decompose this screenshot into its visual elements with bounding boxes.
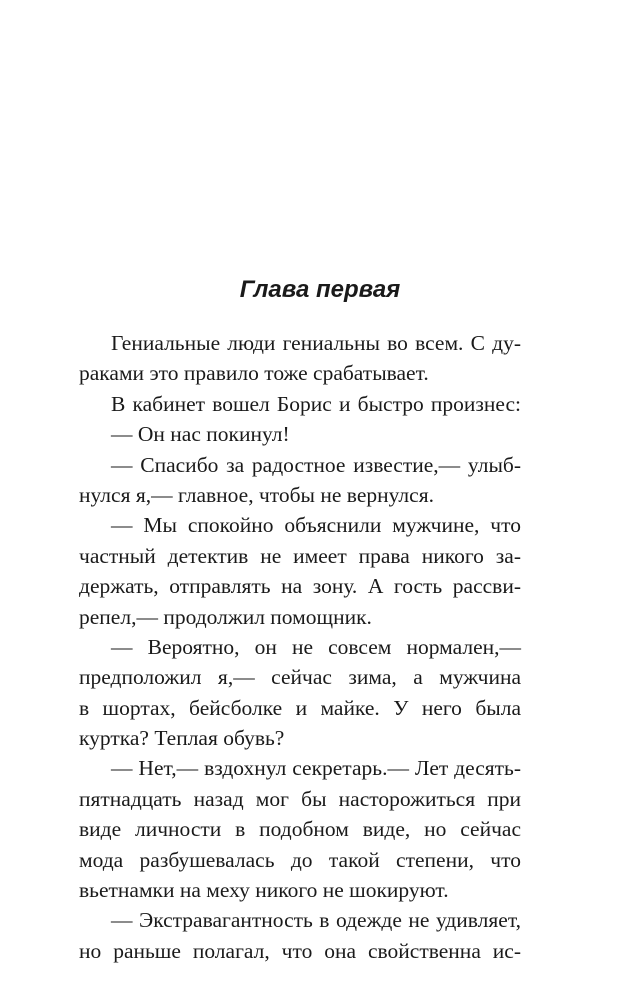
text-line: мода разбушевалась до такой степени, что [79,847,521,872]
text-line: куртка? Теплая обувь? [79,726,285,751]
text-line: вьетнамки на меху никого не шокируют. [79,878,449,903]
text-line: репел,— продолжил помощник. [79,604,372,629]
text-line: раками это правило тоже срабатывает. [79,361,429,386]
text-line: в шортах, бейсболке и майке. У него была [79,695,521,720]
text-line: но раньше полагал, что она свойственна ис- [79,938,521,963]
text-line: держать, отправлять на зону. А гость рассви- [79,574,521,599]
text-line: частный детектив не имеет права никого за- [79,543,521,568]
text-line: — Экстравагантность в одежде не удивляет, [111,908,521,933]
text-line: пятнадцать назад мог бы насторожиться при [79,786,521,811]
body-text [79,328,521,966]
text-line: — Он нас покинул! [111,422,290,447]
text-line: Гениальные люди гениальны во всем. С ду- [111,331,521,355]
text-line: — Спасибо за радостное известие,— улыб- [111,452,521,477]
text-line: виде личности в подобном виде, но сейчас [79,817,521,842]
text-line: — Нет,— вздохнул секретарь.— Лет десять- [111,756,521,781]
text-line: — Мы спокойно объяснили мужчине, что [111,513,521,538]
text-line: В кабинет вошел Борис и быстро произнес: [111,391,521,416]
text-line: предположил я,— сейчас зима, а мужчина [79,665,521,690]
text-line: — Вероятно, он не совсем нормален,— [111,634,521,659]
text-line: нулся я,— главное, чтобы не вернулся. [79,482,434,507]
chapter-title: Глава первая [239,276,401,303]
